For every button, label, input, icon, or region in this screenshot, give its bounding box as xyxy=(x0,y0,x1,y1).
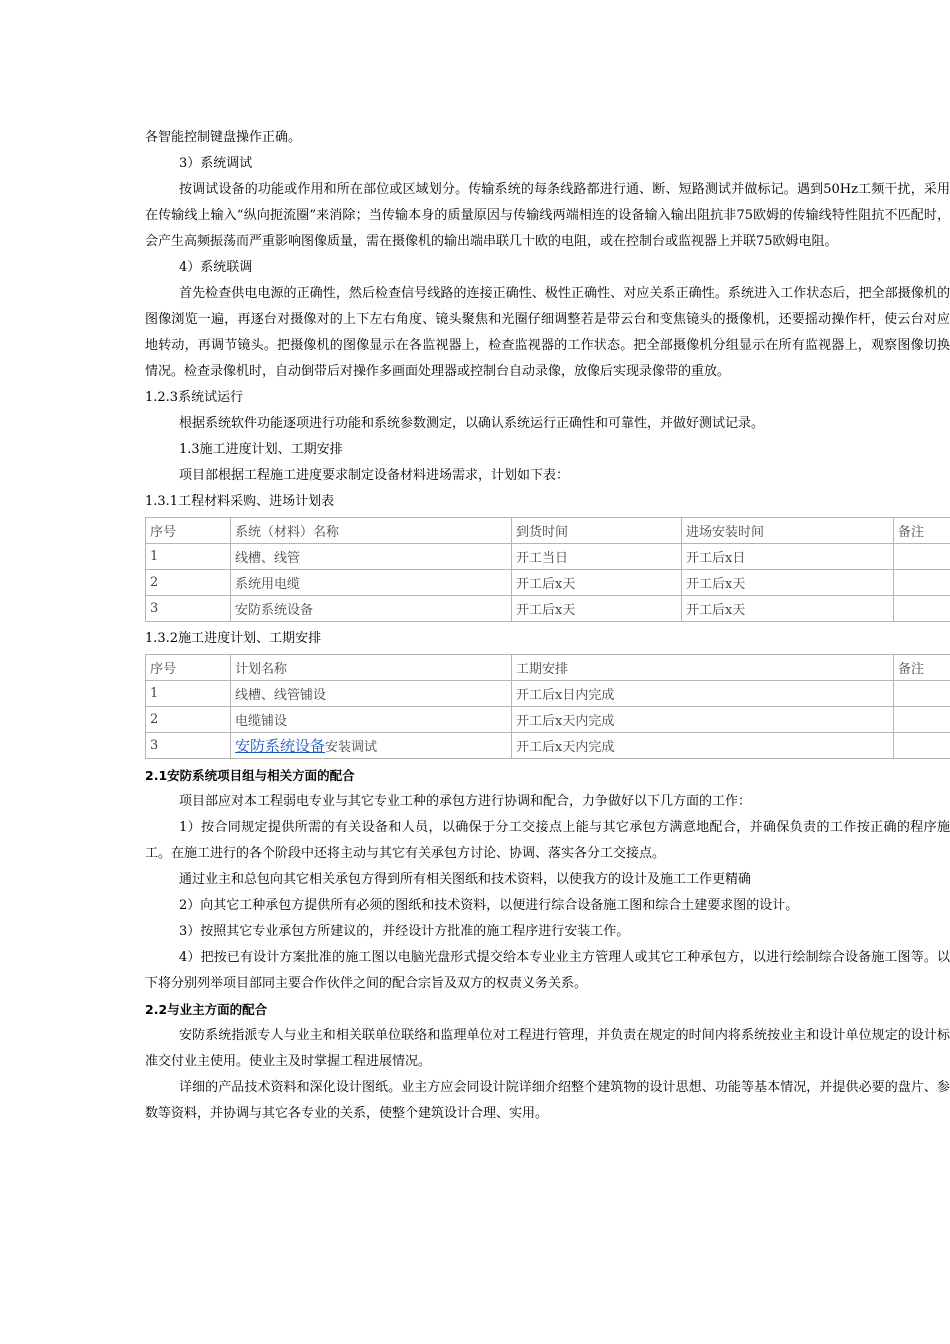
table-row xyxy=(146,733,950,759)
header-cell: 到货时间 xyxy=(512,518,682,544)
paragraph: 1）按合同规定提供所需的有关设备和人员，以确保于分工交接点上能与其它承包方满意地配合，并确保负责的工作按正确的程序施工。在施工进行的各个阶段中还将主动与其它有关承包方讨论、协调、落实各分工交接点。 xyxy=(145,820,950,861)
table-cell: 1 xyxy=(146,681,231,707)
table-row xyxy=(146,570,950,596)
table-cell: 开工后x天内完成 xyxy=(512,707,894,733)
section-heading: 2.1安防系统项目组与相关方面的配合 xyxy=(145,768,355,783)
table-cell-suffix: 安装调试 xyxy=(325,740,378,755)
paragraph: 2）向其它工种承包方提供所有必须的图纸和技术资料，以便进行综合设备施工图和综合土建要求图的设计。 xyxy=(179,898,799,913)
paragraph: 各智能控制键盘操作正确。 xyxy=(145,130,302,145)
paragraph: 3）按照其它专业承包方所建议的，并经设计方批准的施工程序进行安装工作。 xyxy=(179,924,630,939)
table-row xyxy=(146,707,950,733)
document-body xyxy=(145,125,950,1127)
table-cell xyxy=(894,570,950,596)
paragraph: 首先检查供电电源的正确性，然后检查信号线路的连接正确性、极性正确性、对应关系正确性。系统进入工作状态后，把全部摄像机的图像浏览一遍，再逐台对摄像对的上下左右角度、镜头聚焦和光圈仔细调整若是带云台和变焦镜头的摄像机，还要摇动操作杆，使云台对应地转动，再调节镜头。把摄像机的图像显示在各监视器上，检查监视器的工作状态。把全部摄像机分组显示在所有监视器上，观察图像切换情况。检查录像机时，自动倒带后对操作多画面处理器或控制台自动录像，放像后实现录像带的重放。 xyxy=(145,286,950,379)
table-cell: 开工后x天内完成 xyxy=(512,733,894,759)
material-schedule-table xyxy=(145,517,950,622)
header-cell: 系统（材料）名称 xyxy=(231,518,512,544)
table-cell: 3 xyxy=(146,596,231,622)
header-cell: 备注 xyxy=(894,655,950,681)
table-row xyxy=(146,596,950,622)
table-cell: 开工后x日 xyxy=(682,544,894,570)
table-cell: 开工后x天 xyxy=(512,596,682,622)
table-cell xyxy=(894,681,950,707)
construction-schedule-table xyxy=(145,654,950,759)
table-cell: 1 xyxy=(146,544,231,570)
section-heading: 1.3施工进度计划、工期安排 xyxy=(179,442,343,457)
table-header-row xyxy=(146,518,950,544)
table-cell xyxy=(231,733,512,759)
paragraph: 根据系统软件功能逐项进行功能和系统参数测定，以确认系统运行正确性和可靠性，并做好测试记录。 xyxy=(179,416,765,431)
table-cell: 2 xyxy=(146,570,231,596)
header-cell: 序号 xyxy=(146,518,231,544)
table-cell xyxy=(894,544,950,570)
table-caption: 1.3.2施工进度计划、工期安排 xyxy=(145,631,322,646)
paragraph: 项目部根据工程施工进度要求制定设备材料进场需求，计划如下表： xyxy=(179,468,570,483)
header-cell: 备注 xyxy=(894,518,950,544)
header-cell: 进场安装时间 xyxy=(682,518,894,544)
table-cell: 开工后x天 xyxy=(682,596,894,622)
table-cell: 开工后x天 xyxy=(512,570,682,596)
table-cell xyxy=(894,733,950,759)
table-cell: 安防系统设备 xyxy=(231,596,512,622)
header-cell: 序号 xyxy=(146,655,231,681)
section-heading: 2.2与业主方面的配合 xyxy=(145,1002,268,1017)
table-cell xyxy=(894,596,950,622)
subsection-heading: 4）系统联调 xyxy=(179,260,253,275)
table-cell: 开工后x天 xyxy=(682,570,894,596)
table-cell: 3 xyxy=(146,733,231,759)
table-caption: 1.3.1工程材料采购、进场计划表 xyxy=(145,494,335,509)
section-heading: 1.2.3系统试运行 xyxy=(145,390,244,405)
security-equipment-link[interactable]: 安防系统设备 xyxy=(235,737,326,755)
table-cell: 系统用电缆 xyxy=(231,570,512,596)
table-cell: 开工后x日内完成 xyxy=(512,681,894,707)
table-header-row xyxy=(146,655,950,681)
table-cell xyxy=(894,707,950,733)
table-cell: 电缆铺设 xyxy=(231,707,512,733)
paragraph: 通过业主和总包向其它相关承包方得到所有相关图纸和技术资料，以使我方的设计及施工工作更精确 xyxy=(179,872,752,887)
table-cell: 开工当日 xyxy=(512,544,682,570)
paragraph: 4）把按已有设计方案批准的施工图以电脑光盘形式提交给本专业业主方管理人或其它工种承包方，以进行绘制综合设备施工图等。以下将分别列举项目部同主要合作伙伴之间的配合宗旨及双方的权责义务关系。 xyxy=(145,950,950,991)
table-cell: 线槽、线管铺设 xyxy=(231,681,512,707)
table-cell: 2 xyxy=(146,707,231,733)
header-cell: 工期安排 xyxy=(512,655,894,681)
paragraph: 安防系统指派专人与业主和相关联单位联络和监理单位对工程进行管理，并负责在规定的时间内将系统按业主和设计单位规定的设计标准交付业主使用。使业主及时掌握工程进展情况。 xyxy=(145,1028,950,1069)
table-row xyxy=(146,544,950,570)
table-row xyxy=(146,681,950,707)
table-cell: 线槽、线管 xyxy=(231,544,512,570)
paragraph: 项目部应对本工程弱电专业与其它专业工种的承包方进行协调和配合，力争做好以下几方面的工作： xyxy=(179,794,752,809)
paragraph: 详细的产品技术资料和深化设计图纸。业主方应会同设计院详细介绍整个建筑物的设计思想、功能等基本情况，并提供必要的盘片、参数等资料，并协调与其它各专业的关系，使整个建筑设计合理、实用。 xyxy=(145,1080,950,1121)
paragraph: 按调试设备的功能或作用和所在部位或区域划分。传输系统的每条线路都进行通、断、短路测试并做标记。遇到50Hz工频干扰，采用在传输线上输入“纵向扼流圈”来消除；当传输本身的质量原因与传输线两端相连的设备输入输出阻抗非75欧姆的传输线特性阻抗不匹配时，会产生高频振荡而严重影响图像质量，需在摄像机的输出端串联几十欧的电阻，或在控制台或监视器上并联75欧姆电阻。 xyxy=(145,182,950,249)
subsection-heading: 3）系统调试 xyxy=(179,156,253,171)
header-cell: 计划名称 xyxy=(231,655,512,681)
